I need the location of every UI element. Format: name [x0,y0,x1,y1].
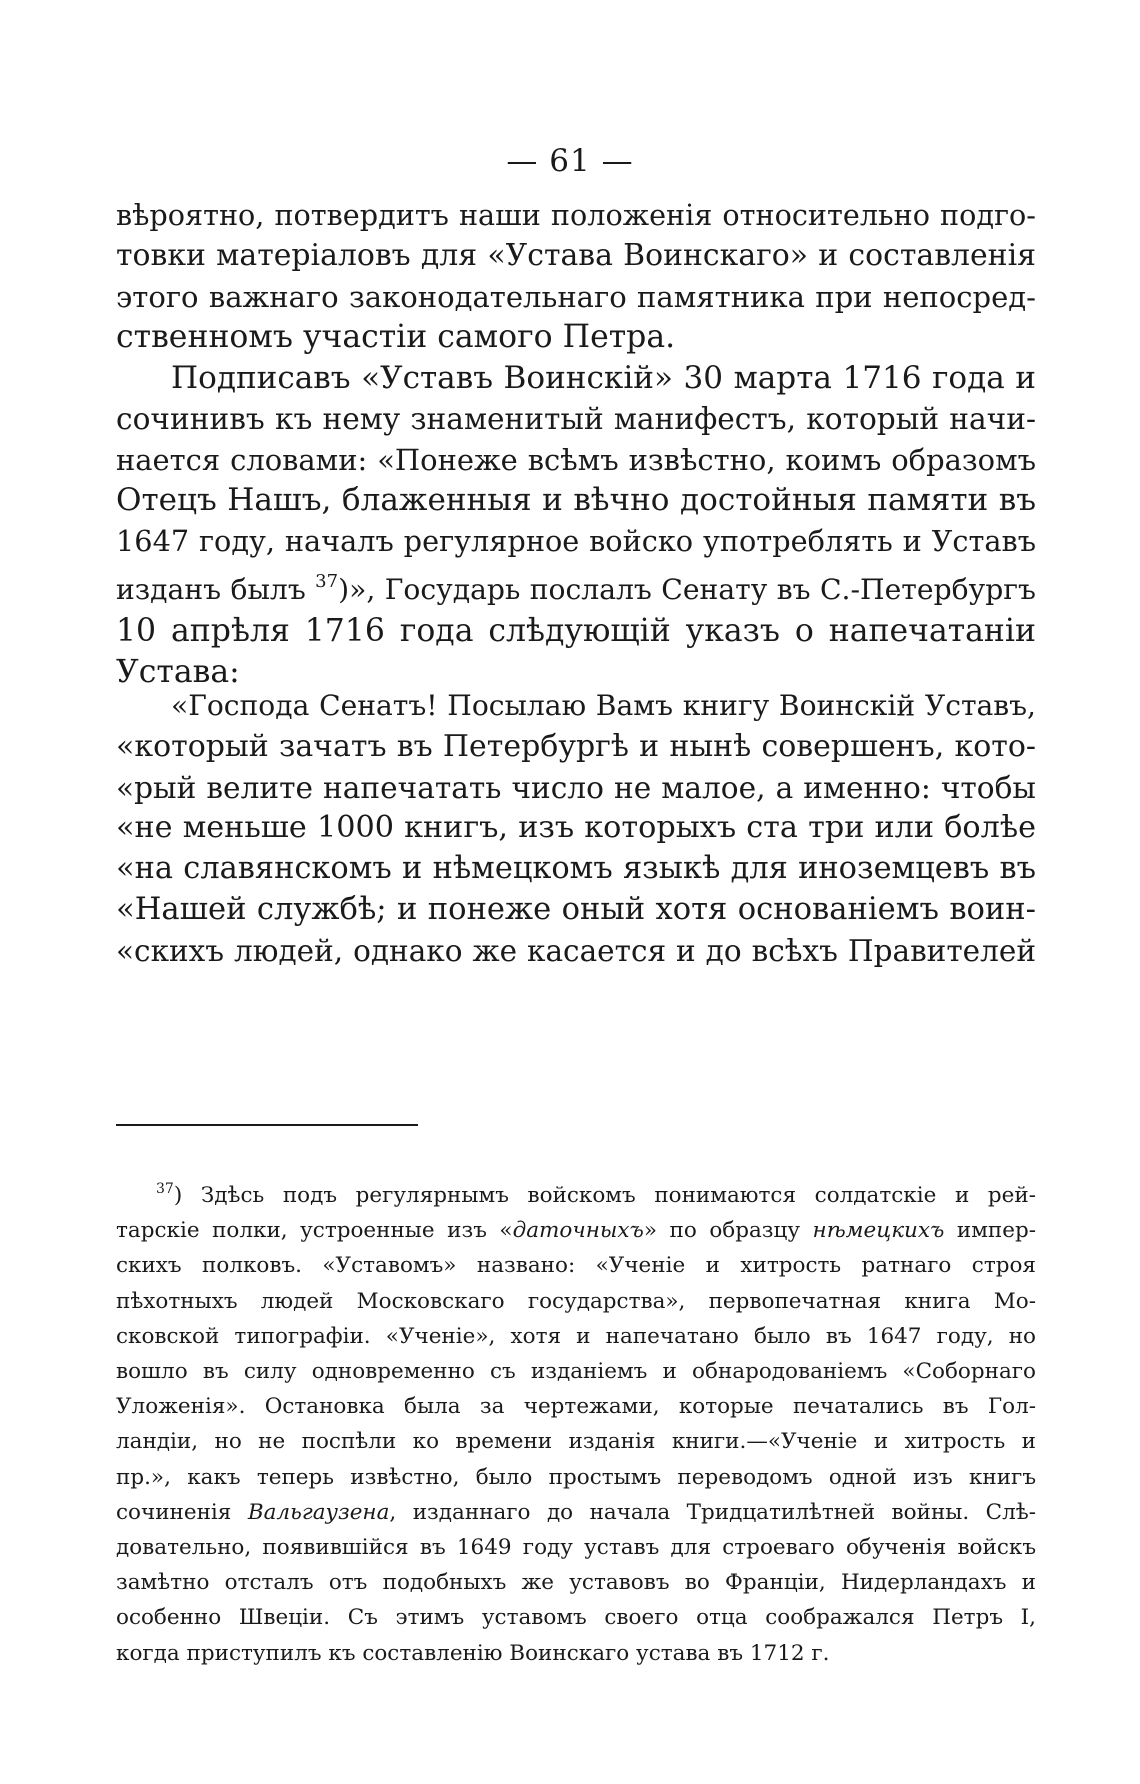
text-line: «рый велите напечатать число не малое, а именно: чтобы [116,770,1036,805]
italic-term: даточныхъ [512,1218,644,1244]
footnote-line [116,1495,1036,1530]
text-line: вѣроятно, потвердитъ наши положенія относительно подго- [116,198,1036,232]
footnote-line: Уложенія». Остановка была за чертежами, которые печатались въ Гол- [116,1394,1036,1420]
footnote-line: особенно Швеціи. Съ этимъ уставомъ своего отца соображался Петръ I, [116,1605,1036,1631]
footnote-line: замѣтно отсталъ отъ подобныхъ же уставовъ во Франціи, Нидерландахъ и [116,1570,1036,1596]
text-line: товки матеріаловъ для «Устава Воинскаго» и составленія [116,237,1036,273]
text-segment: , изданнаго до начала Тридцатилѣтней войны. Слѣ- [389,1499,1037,1525]
paragraph-2 [116,358,1036,692]
footnote-37 [116,1172,1036,1671]
text-segment: сочиненія [116,1499,248,1525]
text-line: сочинивъ къ нему знаменитый манифестъ, который начи- [116,400,1036,436]
footnote-reference: 37 [315,570,339,592]
paragraph-3-quote [116,686,1036,972]
page-number: — 61 — [506,143,634,179]
text-line: этого важнаго законодательнаго памятника при непосред- [116,279,1036,314]
footnote-line: скихъ полковъ. «Уставомъ» названо: «Ученіе и хитрость ратнаго строя [116,1253,1036,1279]
footnote-line: ландіи, но не поспѣли ко времени изданія книги.—«Ученіе и хитрость и [116,1429,1036,1455]
footnote-line: пѣхотныхъ людей Московскаго государства», первопечатная книга Мо- [116,1288,1036,1314]
text-line: «который зачатъ въ Петербургѣ и нынѣ совершенъ, кото- [116,728,1036,764]
text-segment: тарскіе полки, устроенные изъ « [116,1218,513,1244]
paragraph-1 [116,195,1036,358]
footnote-divider [116,1124,418,1126]
text-line-with-footnote-ref [116,562,1036,611]
text-line: «скихъ людей, однако же касается и до всѣхъ Правителей [116,933,1036,968]
text-line: Отецъ Нашъ, блаженныя и вѣчно достойныя памяти въ [116,482,1036,519]
text-segment: ) Здѣсь подъ регулярнымъ войскомъ понимаются солдатскіе и рей- [173,1183,1036,1208]
text-segment: изданъ былъ [116,572,316,606]
footnote-mark: 37 [156,1181,174,1197]
footnote-line: сковской типографіи. «Ученіе», хотя и напечатано было въ 1647 году, но [116,1323,1036,1349]
footnote-line: вошло въ силу одновременно съ изданіемъ и обнародованіемъ «Соборнаго [116,1359,1036,1385]
text-line: «на славянскомъ и нѣмецкомъ языкѣ для иноземцевъ въ [116,851,1036,887]
text-line: 10 апрѣля 1716 года слѣдующій указъ о напечатаніи [116,612,1036,649]
footnote-line: довательно, появившійся въ 1649 году уставъ для строеваго обученія войскъ [116,1535,1036,1561]
text-line: Подписавъ «Уставъ Воинскій» 30 марта 1716 года и [171,360,1036,396]
text-line: «Господа Сенатъ! Посылаю Вамъ книгу Воинскій Уставъ, [171,689,1036,722]
footnote-line: пр.», какъ теперь извѣстно, было простымъ переводомъ одной изъ книгъ [116,1464,1036,1490]
italic-author-name: Вальгаузена [247,1499,390,1525]
text-line: нается словами: «Понеже всѣмъ извѣстно, коимъ образомъ [116,442,1036,477]
footnote-line [116,1213,1036,1248]
text-line: 1647 году, началъ регулярное войско употреблять и Уставъ [116,524,1036,559]
text-line: ственномъ участіи самого Петра. [116,319,676,356]
text-segment: » по образцу [643,1218,813,1244]
text-segment: импер- [944,1218,1037,1244]
italic-term: нѣмецкихъ [812,1218,945,1244]
footnote-line [116,1172,1036,1213]
text-line: Устава: [116,653,240,690]
text-line: «не меньше 1000 книгъ, изъ которыхъ ста три или болѣе [116,810,1036,846]
footnote-line: когда приступилъ къ составленію Воинскаго устава въ 1712 г. [116,1640,830,1666]
text-line: «Нашей службѣ; и понеже оный хотя основаніемъ воин- [116,891,1036,927]
text-segment: )», Государь послалъ Сенату въ С.-Петербургъ [338,572,1036,606]
